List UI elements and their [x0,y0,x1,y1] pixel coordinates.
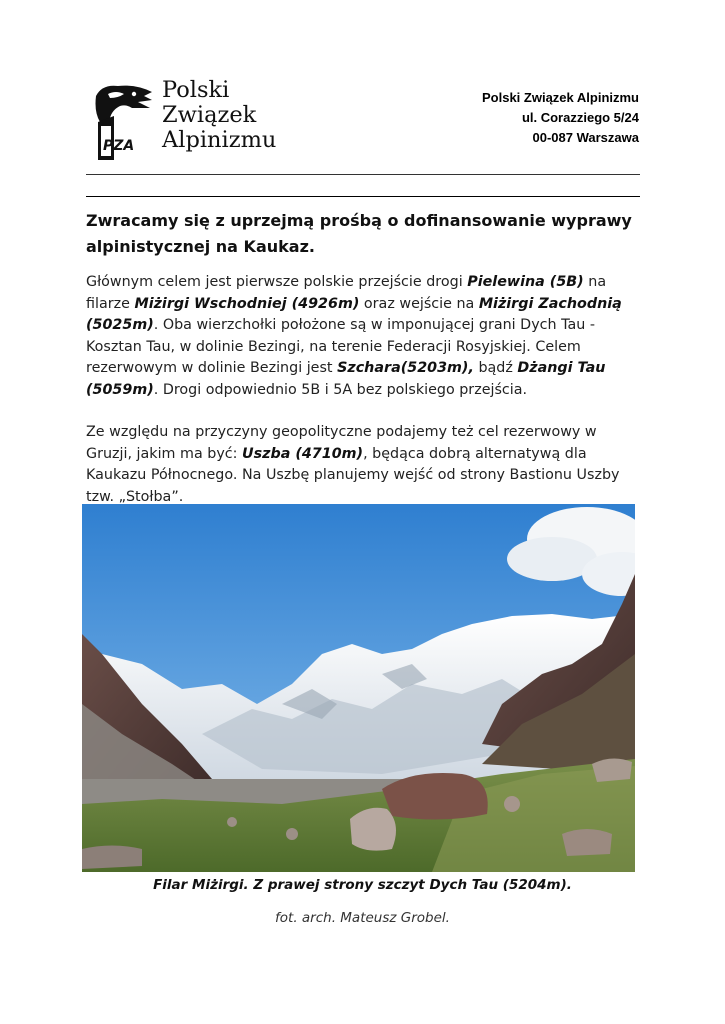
photo-caption: Filar Miżirgi. Z prawej strony szczyt Dych Tau (5204m). [153,877,572,893]
address-block [482,88,639,148]
eagle-logo-icon [92,82,156,160]
logo-line-1: Polski [162,77,230,103]
peak-szchara: Szchara(5203m), [337,360,474,376]
address-street: ul. Corazziego 5/24 [521,110,639,125]
divider-top [86,174,640,175]
pza-logo [92,77,282,162]
logo-line-3: Alpinizmu [162,127,277,153]
address-org: Polski Związek Alpinizmu [482,90,639,105]
peak-mizirgi-east: Miżirgi Wschodniej (4926m) [134,295,360,312]
peak-dzangi-tau: Dżangi Tau (5059m) [86,360,606,398]
page-headline: Zwracamy się z uprzejmą prośbą o dofinansowanie wyprawy alpinistycznej na Kaukaz. [86,211,632,256]
paragraph-reserve-goal: Ze względu na przyczyny geopolityczne podajemy też cel rezerwowy w Gruzji, jakim ma być: Uszba (4710m), będąca dobrą alternatywą dla Kaukazu Północnego. Na Uszbę planujemy wejść od strony Bastionu Uszby tzw. „Stołba”. [86,424,620,505]
mountain-landscape-image [82,504,635,872]
photo-credit: fot. arch. Mateusz Grobel. [275,910,450,926]
logo-mark-text: PZA [103,138,135,154]
paragraph-main-goal: Głównym celem jest pierwsze polskie przejście drogi Pielewina (5B) na filarze Miżirgi Wschodniej (4926m) oraz wejście na Miżirgi Zachodnią (5025m). Oba wierzchołki położone są w imponującej grani Dych Tau - Kosztan Tau, w dolinie Bezingi, na terenie Federacji Rosyjskiej. Celem rezerwowym w dolinie Bezingi jest Szchara(5203m), bądź Dżangi Tau (5059m). Drogi odpowiednio 5B i 5A bez polskiego przejścia. [86,274,622,398]
peak-uszba: Uszba (4710m) [242,445,364,462]
logo-wordmark [162,78,276,153]
mountain-photo [82,504,635,872]
address-city: 00-087 Warszawa [532,130,639,145]
route-pielewina: Pielewina (5B) [467,274,584,290]
divider-bottom [86,196,640,197]
logo-line-2: Związek [162,102,257,128]
peak-mizirgi-west: Miżirgi Zachodnią (5025m) [86,295,622,333]
